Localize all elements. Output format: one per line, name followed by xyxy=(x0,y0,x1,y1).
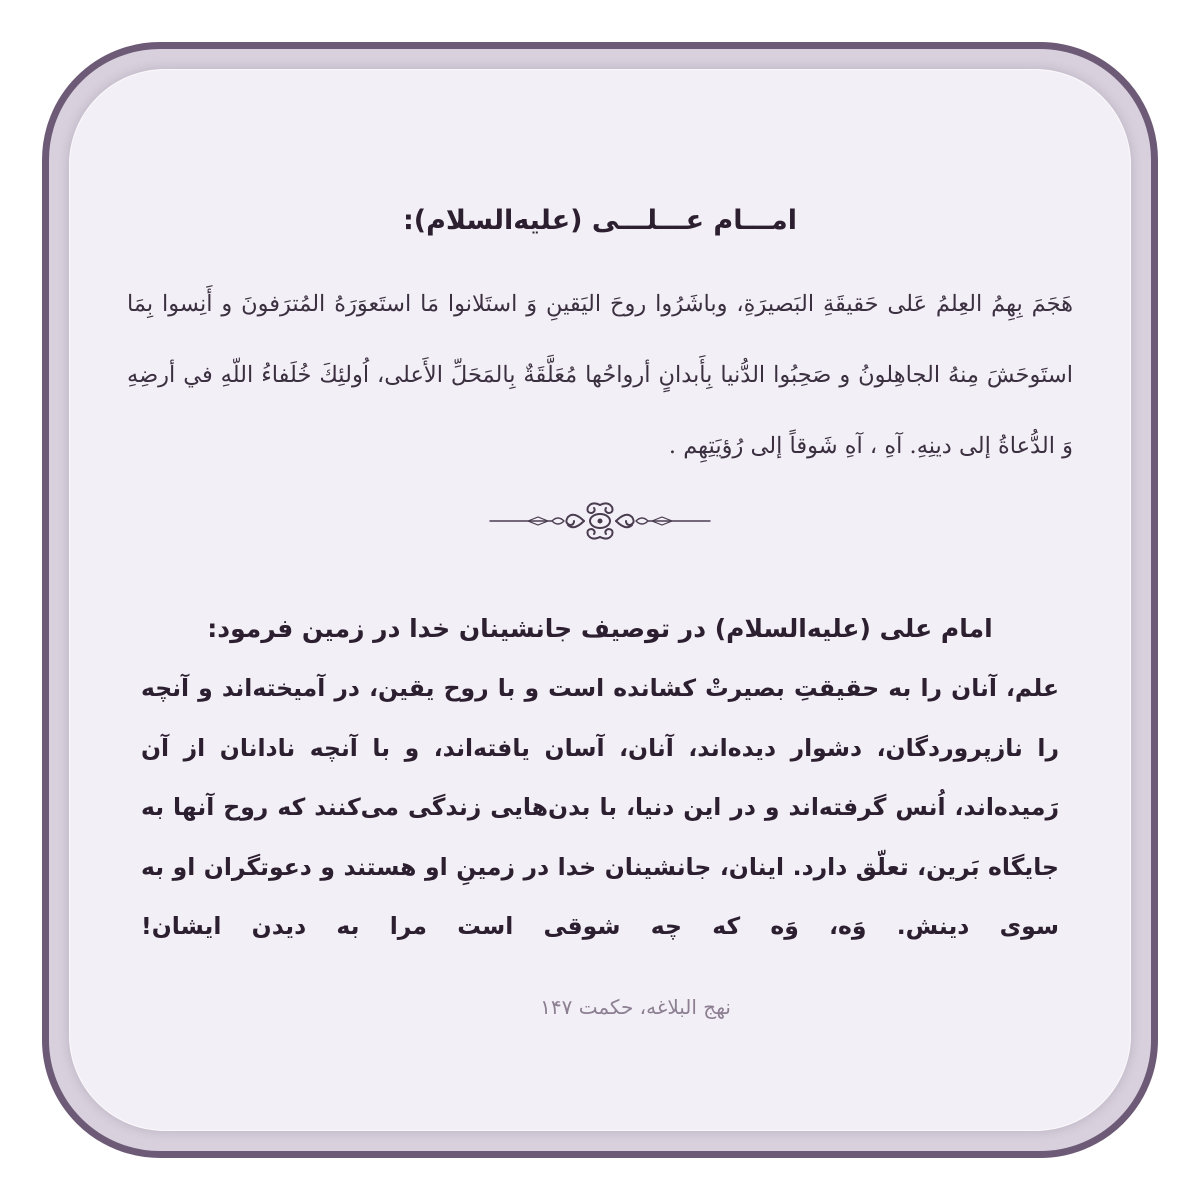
quote-card xyxy=(69,69,1131,1131)
outer-frame xyxy=(42,42,1158,1158)
arabic-quote: هَجَمَ بِهِمُ العِلمُ عَلى حَقيقَةِ البَصيرَةِ، وباشَرُوا روحَ اليَقينِ وَ استَلانوا مَا استَعوَرَهُ المُترَفونَ و أَنِسوا بِمَا استَوحَشَ مِنهُ الجاهِلونُ و صَحِبُوا الدُّنيا بِأَبدانٍ أرواحُها مُعَلَّقَةٌ بِالمَحَلِّ الأَعلى، اُولئِكَ خُلَفاءُ اللّهِ في أرضِهِ وَ الدُّعاةُ إلى دينِهِ. آهِ ، آهِ شَوقاً إلى رُؤيَتِهِم . xyxy=(127,291,1073,459)
source-citation: نهج البلاغه، حکمت ۱۴۷ xyxy=(540,995,731,1019)
persian-translation: علم، آنان را به حقیقتِ بصیرتْ کشانده است و با روح یقین، در آمیخته‌اند و آنچه را نازپروردگان، دشوار دیده‌اند، آنان، آسان یافته‌اند، و با آنچه نادانان از آن رَمیده‌اند، اُنس گرفته‌اند و در این دنیا، با بدن‌هایی زندگی می‌کنند که روح آنها به جایگاه بَرین، تعلّق دارد. اینان، جانشینان خدا در زمینِ او هستند و دعوتگران او به سوی دینش. وَه، وَه که چه شوقی است مرا به دیدن ایشان! xyxy=(141,674,1059,940)
persian-intro: امام علی (علیه‌السلام) در توصیف جانشینان خدا در زمین فرمود: xyxy=(207,614,993,643)
card-heading: امـــام عـــلـــی (علیه‌السلام): xyxy=(402,205,798,236)
floral-ornament-divider-icon xyxy=(488,497,712,545)
